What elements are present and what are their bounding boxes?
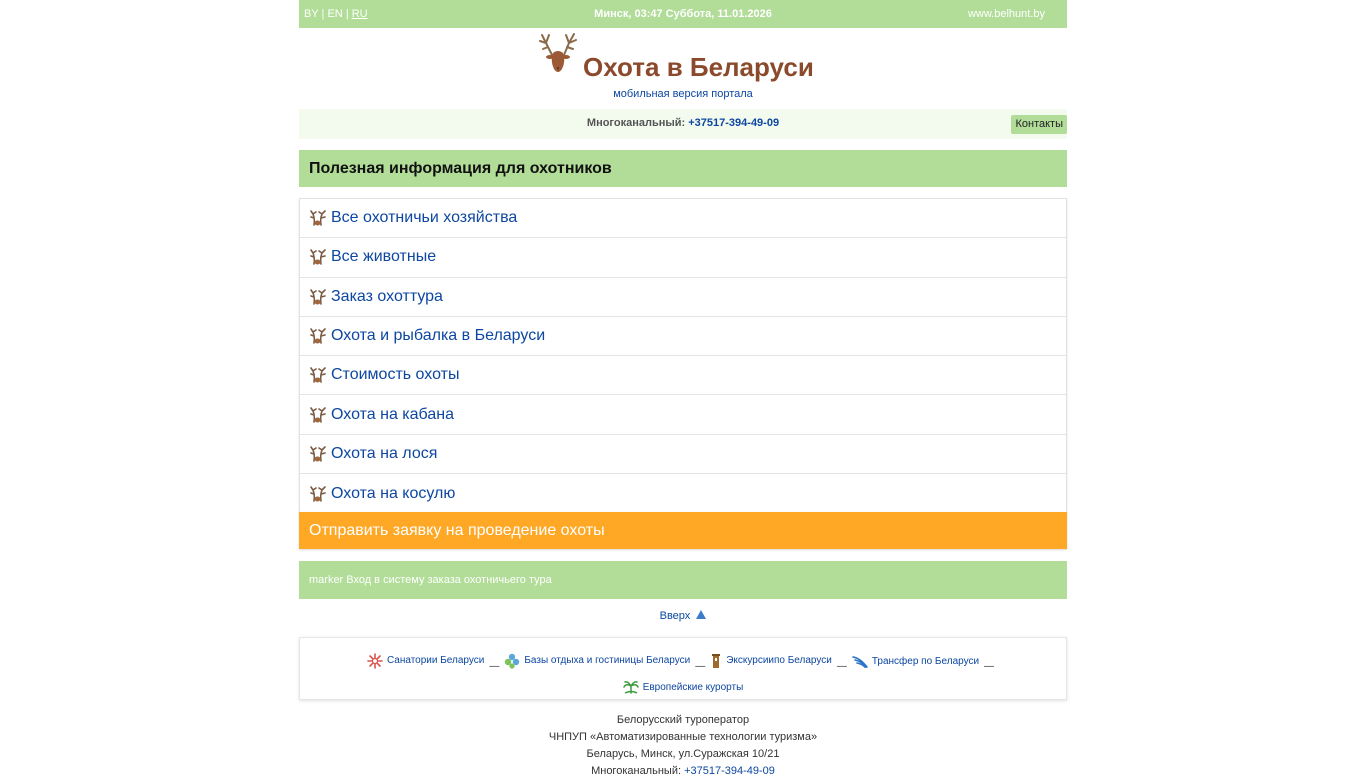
footer-company-type: Белорусский туроператор <box>616 714 750 726</box>
tour-login-link[interactable]: Вход в систему заказа охотничьего тура <box>346 574 552 586</box>
menu-item[interactable] <box>300 435 1066 474</box>
wing-icon <box>852 655 868 669</box>
phone-line <box>299 117 1067 129</box>
current-datetime: Минск, 03:47 Суббота, 11.01.2026 <box>594 8 772 20</box>
phone-label: Многоканальный: <box>586 117 686 129</box>
section-title: Полезная информация для охотников <box>299 150 1067 187</box>
lang-by[interactable]: BY <box>304 8 319 20</box>
footer-phone-line <box>299 763 1067 780</box>
arrow-up-icon <box>696 610 706 619</box>
antler-icon <box>309 248 327 266</box>
separator-dash: — <box>695 660 706 672</box>
antler-icon <box>309 366 327 384</box>
antler-icon <box>309 445 327 463</box>
partner-sanatorium[interactable] <box>367 650 484 671</box>
site-title[interactable]: Охота в Беларуси <box>583 52 814 82</box>
tour-login-bar[interactable] <box>299 561 1067 599</box>
menu-item-link[interactable]: Охота и рыбалка в Беларуси <box>331 327 546 345</box>
partner-label: Европейские курорты <box>642 681 744 693</box>
menu-item[interactable] <box>300 474 1066 513</box>
menu-item-link[interactable]: Все животные <box>331 248 437 266</box>
contacts-button[interactable]: Контакты <box>1011 115 1067 134</box>
mobile-version-link[interactable]: мобильная версия портала <box>613 88 753 100</box>
partner-label: Санатории Беларуси <box>386 655 485 666</box>
separator-dash: — <box>984 660 995 672</box>
phone-bar <box>299 109 1067 139</box>
partner-european-resorts[interactable] <box>623 677 744 698</box>
menu-item[interactable] <box>300 395 1066 434</box>
menu-item-link[interactable]: Заказ охоттура <box>331 287 443 305</box>
footer-phone-label: Многоканальный: <box>591 765 682 777</box>
lang-separator: | <box>345 8 352 20</box>
partner-links <box>299 637 1067 700</box>
clover-icon <box>504 653 520 669</box>
menu-item-link[interactable]: Охота на косулю <box>331 484 456 502</box>
partner-label: Трансфер по Беларуси <box>871 656 980 667</box>
menu-item-link[interactable]: Охота на кабана <box>331 405 454 423</box>
site-link[interactable]: www.belhunt.by <box>967 8 1045 20</box>
footer-address: Беларусь, Минск, ул.Суражская 10/21 <box>586 748 780 760</box>
menu-item[interactable] <box>300 278 1066 317</box>
tower-icon <box>710 653 722 669</box>
partner-transfer[interactable] <box>852 651 979 672</box>
antler-icon <box>309 406 327 424</box>
back-to-top[interactable] <box>299 610 1067 626</box>
menu-item-link[interactable]: Охота на лося <box>331 444 438 462</box>
lang-en[interactable]: EN <box>327 8 343 20</box>
separator-dash: — <box>836 660 847 672</box>
antler-icon <box>309 485 327 503</box>
separator-dash: — <box>489 660 500 672</box>
partner-excursions[interactable] <box>710 650 832 671</box>
deer-head-icon[interactable] <box>536 31 582 77</box>
palm-icon <box>623 679 639 695</box>
site-header <box>299 28 1067 108</box>
antler-icon <box>309 209 327 227</box>
footer-company-name: ЧНПУП «Автоматизированные технологии туризма» <box>548 731 818 743</box>
site-footer <box>299 712 1067 780</box>
partner-rest-bases[interactable] <box>504 650 690 671</box>
info-menu <box>299 198 1067 514</box>
phone-number[interactable]: +37517-394-49-09 <box>688 117 780 129</box>
menu-item[interactable] <box>300 199 1066 238</box>
snowflake-icon <box>367 653 383 669</box>
partner-label: Экскурсиипо Беларуси <box>726 655 832 666</box>
antler-icon <box>309 327 327 345</box>
menu-item[interactable] <box>300 317 1066 356</box>
lang-separator: | <box>321 8 328 20</box>
back-to-top-link[interactable]: Вверх <box>659 610 691 622</box>
menu-item[interactable] <box>300 238 1066 277</box>
antler-icon <box>309 288 327 306</box>
top-bar <box>299 0 1067 28</box>
footer-phone-number[interactable]: +37517-394-49-09 <box>684 765 775 777</box>
menu-item[interactable] <box>300 356 1066 395</box>
send-request-button[interactable]: Отправить заявку на проведение охоты <box>299 512 1067 549</box>
partner-label: Базы отдыха и гостиницы Беларуси <box>524 655 691 666</box>
menu-item-link[interactable]: Все охотничьи хозяйства <box>331 209 518 227</box>
lang-ru[interactable]: RU <box>351 8 368 20</box>
menu-item-link[interactable]: Стоимость охоты <box>331 366 460 384</box>
marker-image: marker <box>309 574 344 586</box>
